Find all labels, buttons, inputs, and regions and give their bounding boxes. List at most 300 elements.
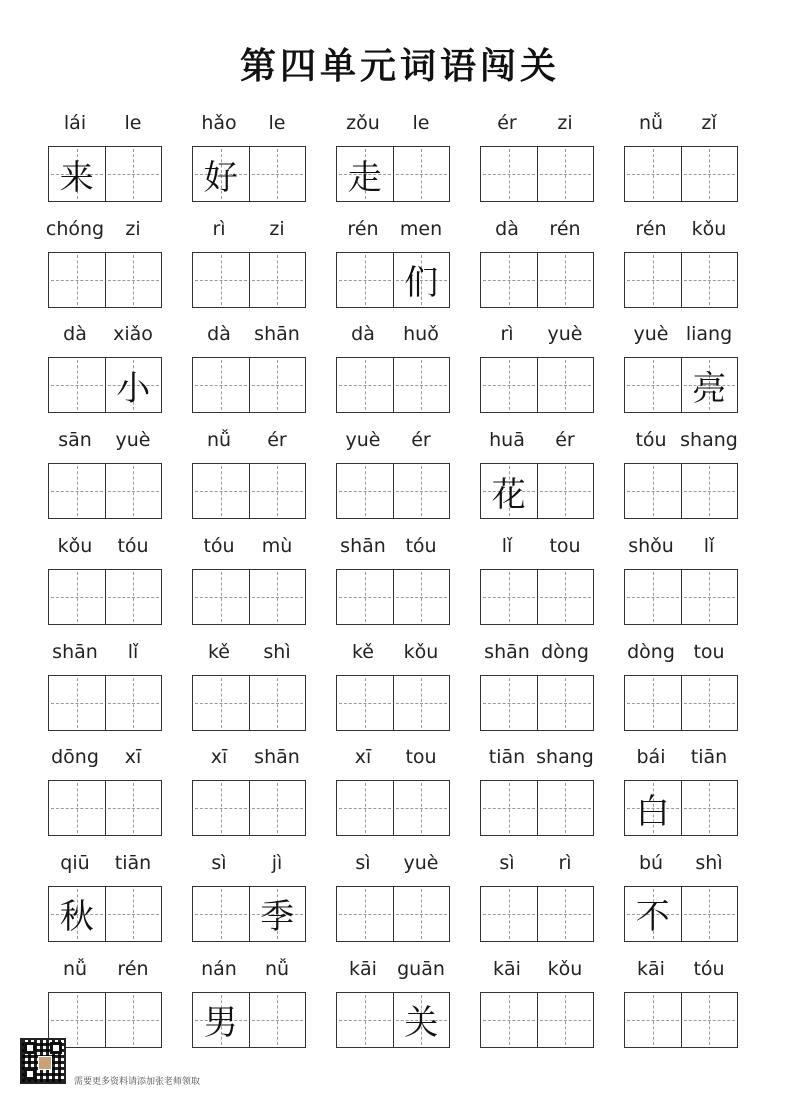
hanzi-char xyxy=(394,781,450,835)
tianzige-cell[interactable] xyxy=(249,887,306,941)
tianzige-cell[interactable] xyxy=(681,147,738,201)
tianzige-cell[interactable] xyxy=(625,570,681,624)
hanzi-char xyxy=(106,993,162,1047)
pinyin-syllable: rén xyxy=(635,217,667,240)
pinyin-syllable: dà xyxy=(495,217,519,240)
pinyin-syllable: tóu xyxy=(635,429,667,452)
tianzige-box-pair xyxy=(336,146,450,202)
word-item xyxy=(45,112,165,212)
hanzi-char xyxy=(394,147,450,201)
hanzi-char xyxy=(538,676,594,730)
word-item xyxy=(333,746,453,846)
tianzige-box-pair xyxy=(480,146,594,202)
pinyin-syllable: le xyxy=(268,112,286,134)
tianzige-cell[interactable] xyxy=(105,676,162,730)
pinyin-syllable: tóu xyxy=(117,534,149,557)
hanzi-char: 亮 xyxy=(692,368,727,409)
pinyin-syllable: sān xyxy=(58,429,92,452)
tianzige-cell[interactable] xyxy=(481,887,537,941)
tianzige-cell[interactable] xyxy=(49,358,105,412)
pinyin-syllable: zi xyxy=(557,112,573,134)
tianzige-cell[interactable] xyxy=(49,570,105,624)
tianzige-cell[interactable] xyxy=(49,887,105,941)
tianzige-box-pair xyxy=(48,569,162,625)
hanzi-char: 好 xyxy=(203,157,238,198)
pinyin-label xyxy=(621,323,741,349)
tianzige-cell[interactable] xyxy=(625,358,681,412)
tianzige-cell[interactable] xyxy=(337,358,393,412)
hanzi-char xyxy=(538,887,594,941)
tianzige-box-pair xyxy=(48,463,162,519)
tianzige-cell[interactable] xyxy=(537,570,594,624)
pinyin-syllable: shang xyxy=(680,429,738,452)
hanzi-char xyxy=(394,358,450,412)
pinyin-label xyxy=(45,429,165,455)
tianzige-cell[interactable] xyxy=(625,887,681,941)
hanzi-char xyxy=(481,147,537,201)
pinyin-label xyxy=(45,535,165,561)
pinyin-syllable: ér xyxy=(267,429,287,452)
hanzi-char xyxy=(625,147,681,201)
tianzige-cell[interactable] xyxy=(105,781,162,835)
hanzi-char xyxy=(682,781,738,835)
tianzige-box-pair xyxy=(624,357,738,413)
tianzige-box-pair xyxy=(336,780,450,836)
pinyin-syllable: hǎo xyxy=(201,112,237,134)
hanzi-char xyxy=(682,464,738,518)
tianzige-cell[interactable] xyxy=(249,570,306,624)
tianzige-cell[interactable] xyxy=(537,993,594,1047)
word-item xyxy=(333,535,453,635)
hanzi-char xyxy=(481,253,537,307)
tianzige-box-pair xyxy=(624,463,738,519)
pinyin-syllable: yuè xyxy=(633,323,669,346)
hanzi-char xyxy=(481,887,537,941)
pinyin-label xyxy=(333,958,453,984)
tianzige-cell[interactable] xyxy=(105,993,162,1047)
hanzi-char xyxy=(106,781,162,835)
tianzige-cell[interactable] xyxy=(193,147,249,201)
tianzige-cell[interactable] xyxy=(193,676,249,730)
pinyin-label xyxy=(621,535,741,561)
tianzige-box-pair xyxy=(336,357,450,413)
tianzige-cell[interactable] xyxy=(393,781,450,835)
tianzige-cell[interactable] xyxy=(625,993,681,1047)
tianzige-cell[interactable] xyxy=(337,570,393,624)
tianzige-cell[interactable] xyxy=(393,887,450,941)
hanzi-char xyxy=(106,570,162,624)
hanzi-char xyxy=(538,358,594,412)
hanzi-char: 不 xyxy=(635,897,670,938)
tianzige-cell[interactable] xyxy=(681,781,738,835)
tianzige-cell[interactable] xyxy=(481,253,537,307)
tianzige-cell[interactable] xyxy=(49,464,105,518)
tianzige-box-pair xyxy=(192,252,306,308)
tianzige-cell[interactable] xyxy=(49,253,105,307)
pinyin-label xyxy=(333,535,453,561)
tianzige-cell[interactable] xyxy=(393,253,450,307)
pinyin-syllable: bú xyxy=(638,851,664,874)
tianzige-cell[interactable] xyxy=(193,570,249,624)
tianzige-cell[interactable] xyxy=(537,253,594,307)
hanzi-char xyxy=(337,570,393,624)
tianzige-cell[interactable] xyxy=(481,781,537,835)
hanzi-char xyxy=(337,993,393,1047)
tianzige-box-pair xyxy=(192,886,306,942)
hanzi-char xyxy=(682,253,738,307)
pinyin-syllable: nǚ xyxy=(206,429,232,452)
pinyin-syllable: rén xyxy=(347,217,379,240)
tianzige-box-pair xyxy=(624,569,738,625)
word-item xyxy=(189,746,309,846)
tianzige-cell[interactable] xyxy=(681,887,738,941)
hanzi-char xyxy=(250,464,306,518)
tianzige-box-pair xyxy=(336,463,450,519)
hanzi-char: 们 xyxy=(404,263,439,304)
tianzige-cell[interactable] xyxy=(249,676,306,730)
pinyin-syllable: lǐ xyxy=(501,534,513,557)
word-item xyxy=(45,852,165,952)
tianzige-box-pair xyxy=(192,569,306,625)
word-item xyxy=(189,852,309,952)
tianzige-cell[interactable] xyxy=(537,147,594,201)
hanzi-char xyxy=(481,676,537,730)
tianzige-cell[interactable] xyxy=(537,887,594,941)
tianzige-cell[interactable] xyxy=(393,570,450,624)
pinyin-label xyxy=(189,852,309,878)
hanzi-char xyxy=(625,676,681,730)
tianzige-box-pair xyxy=(624,886,738,942)
pinyin-syllable: yuè xyxy=(345,429,381,452)
word-item xyxy=(189,323,309,423)
pinyin-syllable: dà xyxy=(63,323,87,346)
pinyin-label xyxy=(45,323,165,349)
tianzige-cell[interactable] xyxy=(337,676,393,730)
tianzige-cell[interactable] xyxy=(681,993,738,1047)
hanzi-char xyxy=(538,781,594,835)
pinyin-syllable: ér xyxy=(411,429,431,452)
pinyin-syllable: zǒu xyxy=(346,112,380,134)
hanzi-char xyxy=(193,570,249,624)
tianzige-box-pair xyxy=(192,146,306,202)
tianzige-cell[interactable] xyxy=(105,253,162,307)
word-item xyxy=(477,218,597,318)
pinyin-syllable: shì xyxy=(263,640,291,663)
tianzige-cell[interactable] xyxy=(249,781,306,835)
tianzige-cell[interactable] xyxy=(337,887,393,941)
tianzige-box-pair xyxy=(480,463,594,519)
tianzige-cell[interactable] xyxy=(625,253,681,307)
hanzi-char xyxy=(250,570,306,624)
word-item xyxy=(45,429,165,529)
tianzige-box-pair xyxy=(480,780,594,836)
pinyin-label xyxy=(189,112,309,138)
pinyin-syllable: shì xyxy=(695,851,723,874)
pinyin-syllable: kǒu xyxy=(57,534,93,557)
hanzi-char xyxy=(538,147,594,201)
pinyin-syllable: kě xyxy=(351,640,374,663)
tianzige-cell[interactable] xyxy=(337,993,393,1047)
pinyin-label xyxy=(477,958,597,984)
hanzi-char xyxy=(106,887,162,941)
hanzi-char xyxy=(394,464,450,518)
pinyin-syllable: chóng xyxy=(45,217,105,240)
pinyin-label xyxy=(477,852,597,878)
hanzi-char: 男 xyxy=(203,1003,238,1044)
hanzi-char xyxy=(106,676,162,730)
hanzi-char xyxy=(481,781,537,835)
pinyin-syllable: dōng xyxy=(51,746,99,769)
hanzi-char xyxy=(682,570,738,624)
tianzige-cell[interactable] xyxy=(249,358,306,412)
pinyin-syllable: tóu xyxy=(405,534,437,557)
word-item xyxy=(621,218,741,318)
qr-finder-icon xyxy=(24,1042,36,1054)
tianzige-cell[interactable] xyxy=(481,993,537,1047)
tianzige-cell[interactable] xyxy=(625,464,681,518)
hanzi-char xyxy=(49,253,105,307)
hanzi-char xyxy=(337,464,393,518)
tianzige-cell[interactable] xyxy=(481,358,537,412)
tianzige-cell[interactable] xyxy=(681,570,738,624)
tianzige-cell[interactable] xyxy=(481,464,537,518)
hanzi-char xyxy=(337,887,393,941)
word-item xyxy=(621,535,741,635)
tianzige-cell[interactable] xyxy=(337,253,393,307)
tianzige-cell[interactable] xyxy=(193,253,249,307)
tianzige-cell[interactable] xyxy=(681,464,738,518)
pinyin-syllable: tou xyxy=(549,534,581,557)
word-item xyxy=(189,535,309,635)
word-item xyxy=(45,535,165,635)
word-item xyxy=(621,958,741,1058)
tianzige-cell[interactable] xyxy=(537,358,594,412)
hanzi-char xyxy=(682,993,738,1047)
word-item xyxy=(45,746,165,846)
pinyin-syllable: rì xyxy=(558,851,572,874)
tianzige-box-pair xyxy=(336,886,450,942)
pinyin-syllable: mù xyxy=(261,534,293,557)
pinyin-syllable: bái xyxy=(636,746,666,769)
hanzi-char: 小 xyxy=(116,368,151,409)
tianzige-cell[interactable] xyxy=(625,147,681,201)
hanzi-char xyxy=(394,676,450,730)
word-item xyxy=(477,429,597,529)
tianzige-box-pair xyxy=(336,252,450,308)
tianzige-cell[interactable] xyxy=(105,358,162,412)
hanzi-char xyxy=(625,253,681,307)
qr-code xyxy=(20,1038,66,1084)
tianzige-cell[interactable] xyxy=(393,147,450,201)
tianzige-box-pair xyxy=(48,886,162,942)
tianzige-cell[interactable] xyxy=(481,570,537,624)
word-item xyxy=(45,641,165,741)
tianzige-cell[interactable] xyxy=(481,676,537,730)
pinyin-syllable: tiān xyxy=(114,851,152,874)
pinyin-syllable: xī xyxy=(354,746,372,769)
tianzige-cell[interactable] xyxy=(193,993,249,1047)
word-item xyxy=(333,112,453,212)
pinyin-syllable: le xyxy=(412,112,430,134)
word-item xyxy=(189,218,309,318)
hanzi-char xyxy=(49,570,105,624)
word-item xyxy=(333,323,453,423)
pinyin-syllable: nǚ xyxy=(264,957,290,980)
hanzi-char xyxy=(394,887,450,941)
tianzige-box-pair xyxy=(480,886,594,942)
tianzige-box-pair xyxy=(48,675,162,731)
tianzige-cell[interactable] xyxy=(393,993,450,1047)
tianzige-cell[interactable] xyxy=(537,464,594,518)
hanzi-char: 季 xyxy=(260,897,295,938)
pinyin-syllable: shān xyxy=(254,746,300,769)
tianzige-cell[interactable] xyxy=(625,676,681,730)
word-item xyxy=(189,641,309,741)
tianzige-cell[interactable] xyxy=(249,253,306,307)
pinyin-syllable: tiān xyxy=(488,746,526,769)
pinyin-label xyxy=(333,112,453,138)
pinyin-syllable: huǒ xyxy=(403,323,439,346)
pinyin-label xyxy=(477,746,597,772)
tianzige-box-pair xyxy=(48,780,162,836)
tianzige-cell[interactable] xyxy=(337,781,393,835)
tianzige-cell[interactable] xyxy=(249,993,306,1047)
tianzige-cell[interactable] xyxy=(537,676,594,730)
tianzige-cell[interactable] xyxy=(393,358,450,412)
pinyin-label xyxy=(477,218,597,244)
word-item xyxy=(333,852,453,952)
pinyin-label xyxy=(45,641,165,667)
pinyin-label xyxy=(45,112,165,138)
tianzige-cell[interactable] xyxy=(49,676,105,730)
pinyin-syllable: nán xyxy=(201,957,237,980)
hanzi-char xyxy=(106,147,162,201)
word-item xyxy=(477,112,597,212)
tianzige-box-pair xyxy=(480,252,594,308)
pinyin-syllable: kǒu xyxy=(403,640,439,663)
hanzi-char xyxy=(625,464,681,518)
pinyin-syllable: dà xyxy=(351,323,375,346)
pinyin-syllable: ér xyxy=(497,112,517,134)
hanzi-char xyxy=(625,993,681,1047)
pinyin-label xyxy=(477,112,597,138)
pinyin-label xyxy=(477,535,597,561)
tianzige-cell[interactable] xyxy=(681,676,738,730)
pinyin-syllable: rén xyxy=(549,217,581,240)
hanzi-char xyxy=(250,676,306,730)
hanzi-char xyxy=(193,464,249,518)
pinyin-syllable: zǐ xyxy=(701,112,717,134)
pinyin-syllable: rén xyxy=(117,957,149,980)
pinyin-syllable: shang xyxy=(536,746,594,769)
tianzige-cell[interactable] xyxy=(105,570,162,624)
hanzi-char: 白 xyxy=(635,791,670,832)
hanzi-char: 走 xyxy=(347,157,382,198)
hanzi-char xyxy=(538,253,594,307)
hanzi-char xyxy=(193,358,249,412)
pinyin-label xyxy=(189,641,309,667)
tianzige-cell[interactable] xyxy=(193,887,249,941)
hanzi-char xyxy=(49,676,105,730)
pinyin-syllable: dòng xyxy=(627,640,675,663)
tianzige-cell[interactable] xyxy=(249,464,306,518)
pinyin-syllable: le xyxy=(124,112,142,134)
hanzi-char xyxy=(481,570,537,624)
tianzige-cell[interactable] xyxy=(681,253,738,307)
tianzige-cell[interactable] xyxy=(249,147,306,201)
pinyin-syllable: kǒu xyxy=(691,217,727,240)
hanzi-char xyxy=(337,253,393,307)
tianzige-cell[interactable] xyxy=(193,358,249,412)
hanzi-char xyxy=(682,887,738,941)
tianzige-cell[interactable] xyxy=(105,147,162,201)
tianzige-box-pair xyxy=(336,569,450,625)
hanzi-char xyxy=(49,781,105,835)
pinyin-syllable: ér xyxy=(555,429,575,452)
hanzi-char xyxy=(49,464,105,518)
tianzige-cell[interactable] xyxy=(393,464,450,518)
pinyin-syllable: liang xyxy=(685,323,733,346)
hanzi-char: 来 xyxy=(59,157,94,198)
tianzige-cell[interactable] xyxy=(481,147,537,201)
pinyin-syllable: guān xyxy=(397,957,445,980)
pinyin-syllable: yuè xyxy=(115,429,151,452)
qr-finder-icon xyxy=(50,1042,62,1054)
pinyin-syllable: xī xyxy=(210,746,228,769)
tianzige-cell[interactable] xyxy=(537,781,594,835)
pinyin-syllable: tóu xyxy=(203,534,235,557)
pinyin-label xyxy=(189,535,309,561)
word-item xyxy=(621,323,741,423)
tianzige-cell[interactable] xyxy=(49,147,105,201)
pinyin-label xyxy=(621,641,741,667)
tianzige-cell[interactable] xyxy=(193,464,249,518)
pinyin-label xyxy=(621,112,741,138)
tianzige-cell[interactable] xyxy=(393,676,450,730)
pinyin-label xyxy=(477,429,597,455)
pinyin-syllable: sì xyxy=(355,851,371,874)
word-item xyxy=(477,852,597,952)
tianzige-cell[interactable] xyxy=(337,464,393,518)
tianzige-cell[interactable] xyxy=(49,781,105,835)
qr-finder-icon xyxy=(24,1068,36,1080)
pinyin-syllable: zi xyxy=(125,217,141,240)
tianzige-cell[interactable] xyxy=(105,887,162,941)
tianzige-cell[interactable] xyxy=(193,781,249,835)
pinyin-syllable: jì xyxy=(271,851,283,874)
tianzige-box-pair xyxy=(624,992,738,1048)
word-item xyxy=(621,746,741,846)
hanzi-char xyxy=(682,676,738,730)
tianzige-cell[interactable] xyxy=(105,464,162,518)
tianzige-cell[interactable] xyxy=(681,358,738,412)
word-item xyxy=(477,746,597,846)
pinyin-syllable: shān xyxy=(484,640,530,663)
pinyin-syllable: yuè xyxy=(403,851,439,874)
pinyin-syllable: tóu xyxy=(693,957,725,980)
pinyin-syllable: men xyxy=(399,217,443,240)
hanzi-char xyxy=(193,676,249,730)
word-item xyxy=(477,535,597,635)
tianzige-cell[interactable] xyxy=(625,781,681,835)
pinyin-syllable: xiǎo xyxy=(113,323,153,346)
tianzige-box-pair xyxy=(48,252,162,308)
hanzi-char: 关 xyxy=(404,1003,439,1044)
pinyin-syllable: tiān xyxy=(690,746,728,769)
tianzige-cell[interactable] xyxy=(337,147,393,201)
pinyin-syllable: shān xyxy=(254,323,300,346)
pinyin-syllable: kǒu xyxy=(547,957,583,980)
